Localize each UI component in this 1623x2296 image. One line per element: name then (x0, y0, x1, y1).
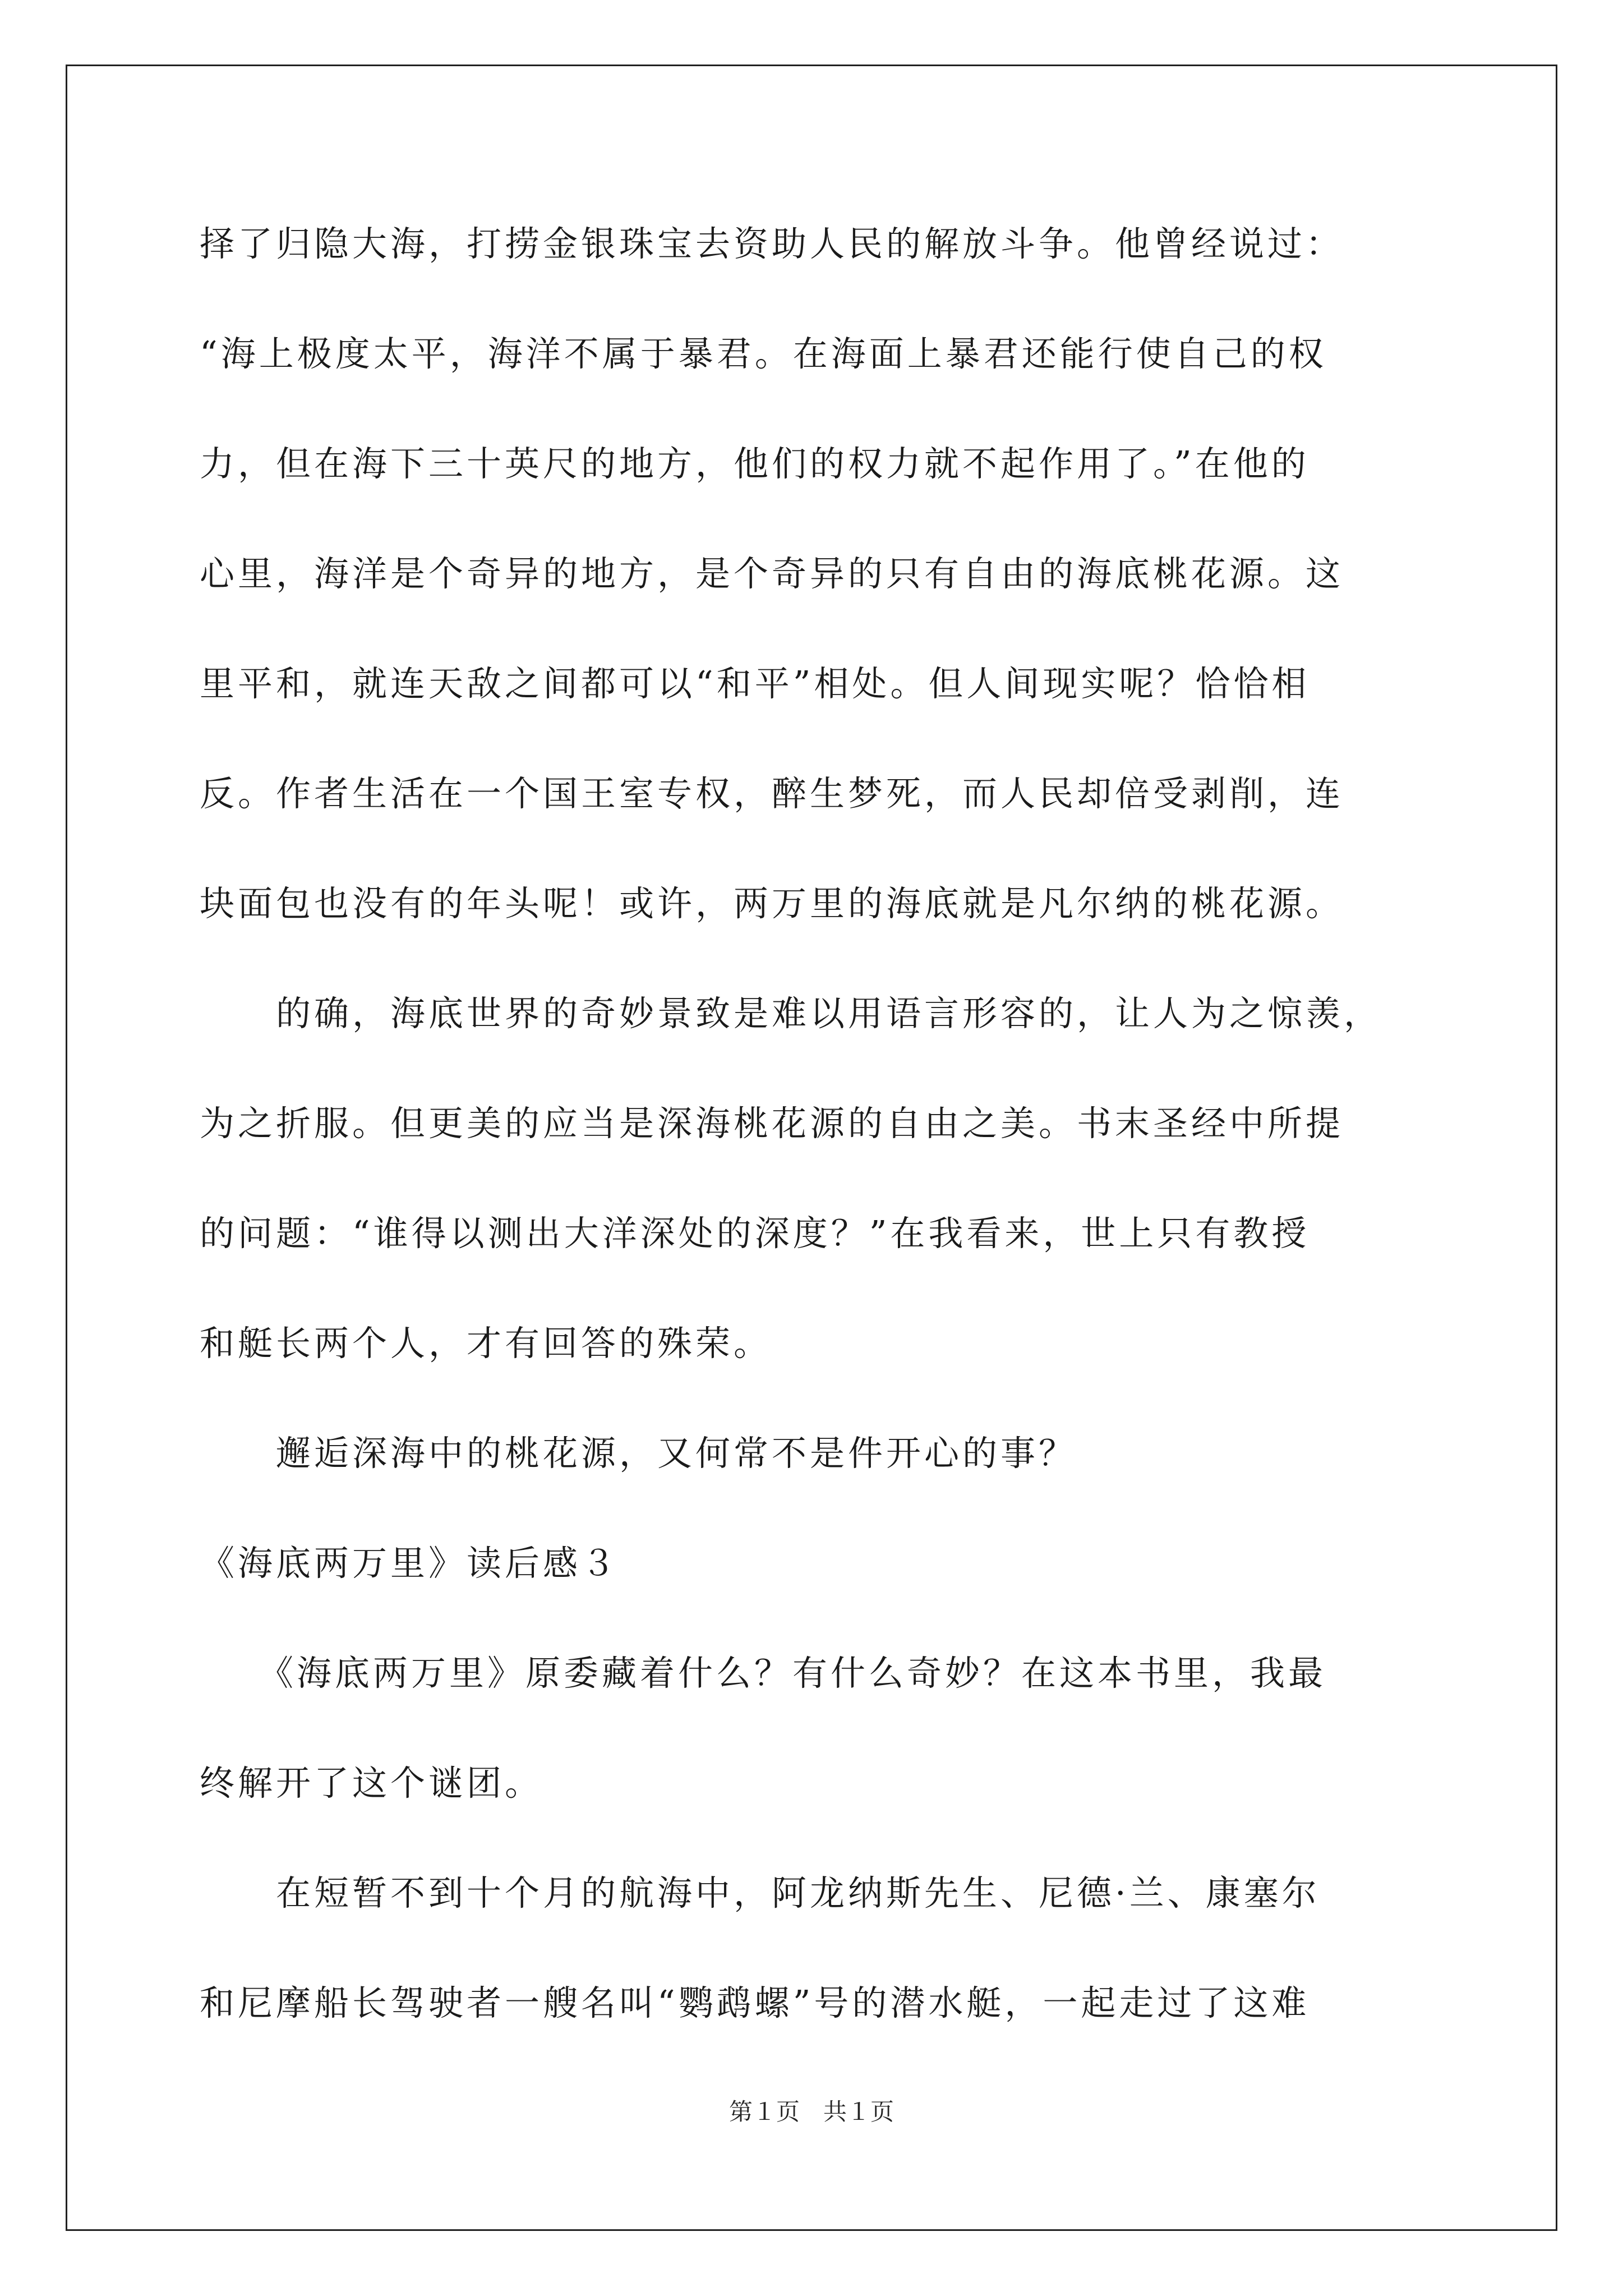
text-line: 终解开了这个谜团。 (200, 1763, 543, 1803)
text-line: 心里，海洋是个奇异的地方，是个奇异的只有自由的海底桃花源。这 (200, 553, 1344, 594)
text-line: 的确，海底世界的奇妙景致是难以用语言形容的，让人为之惊羡， (200, 993, 1382, 1034)
text-line: 为之折服。但更美的应当是深海桃花源的自由之美。书末圣经中所提 (200, 1103, 1344, 1144)
section-heading: 《海底两万里》读后感３ (200, 1543, 620, 1584)
text-line: 块面包也没有的年头呢！或许，两万里的海底就是凡尔纳的桃花源。 (200, 883, 1344, 924)
text-line: 里平和，就连天敌之间都可以“和平”相处。但人间现实呢？恰恰相 (200, 663, 1310, 704)
text-line: 力，但在海下三十英尺的地方，他们的权力就不起作用了。”在他的 (200, 443, 1310, 484)
page-number-footer: 第１页 共１页 (728, 2098, 894, 2125)
text-line: 《海底两万里》原委藏着什么？有什么奇妙？在这本书里，我最 (200, 1653, 1327, 1694)
document-body (200, 216, 1441, 2085)
text-line: 的问题：“谁得以测出大洋深处的深度？”在我看来，世上只有教授 (200, 1213, 1310, 1254)
text-line: 和尼摩船长驾驶者一艘名叫“鹦鹉螺”号的潜水艇，一起走过了这难 (200, 1982, 1310, 2023)
text-line: 邂逅深海中的桃花源，又何常不是件开心的事？ (200, 1433, 1077, 1474)
text-line: 反。作者生活在一个国王室专权，醉生梦死，而人民却倍受剥削，连 (200, 773, 1344, 814)
text-line: 和艇长两个人，才有回答的殊荣。 (200, 1323, 772, 1364)
text-line: “海上极度太平，海洋不属于暴君。在海面上暴君还能行使自己的权 (200, 333, 1327, 374)
text-line: 在短暂不到十个月的航海中，阿龙纳斯先生、尼德·兰、康塞尔 (200, 1872, 1320, 1913)
text-line: 择了归隐大海，打捞金银珠宝去资助人民的解放斗争。他曾经说过： (200, 223, 1344, 264)
